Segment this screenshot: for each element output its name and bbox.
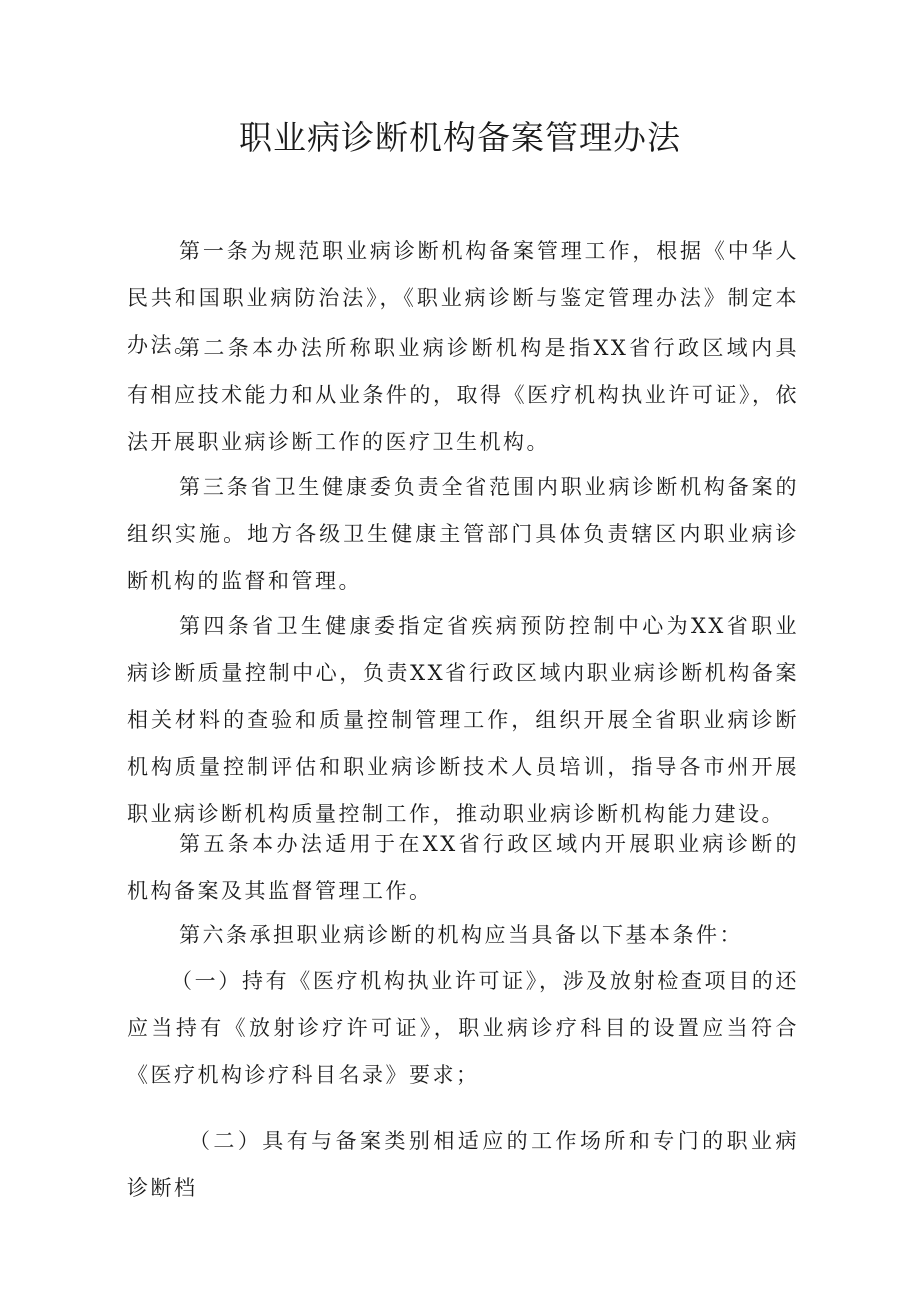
condition-item-2: （二）具有与备案类别相适应的工作场所和专门的职业病诊断档	[127, 1129, 799, 1200]
article-3-paragraph: 第三条省卫生健康委负责全省范围内职业病诊断机构备案的组织实施。地方各级卫生健康主管部门具体负责辖区内职业病诊断机构的监督和管理。	[127, 475, 799, 593]
document-title: 职业病诊断机构备案管理办法	[239, 118, 681, 157]
article-6-paragraph: 第六条承担职业病诊断的机构应当具备以下基本条件：	[179, 923, 743, 947]
article-1-paragraph: 第一条为规范职业病诊断机构备案管理工作，根据《中华人民共和国职业病防治法》，《职业病诊断与鉴定管理办法》制定本办法。	[127, 239, 799, 357]
condition-item-1: （一）持有《医疗机构执业许可证》，涉及放射检查项目的还应当持有《放射诊疗许可证》，职业病诊疗科目的设置应当符合《医疗机构诊疗科目名录》要求；	[127, 969, 799, 1087]
article-2-paragraph: 第二条本办法所称职业病诊断机构是指XX省行政区域内具有相应技术能力和从业条件的，取得《医疗机构执业许可证》，依法开展职业病诊断工作的医疗卫生机构。	[127, 336, 799, 454]
article-5-paragraph: 第五条本办法适用于在XX省行政区域内开展职业病诊断的机构备案及其监督管理工作。	[127, 832, 799, 903]
article-4-paragraph: 第四条省卫生健康委指定省疾病预防控制中心为XX省职业病诊断质量控制中心，负责XX省行政区域内职业病诊断机构备案相关材料的查验和质量控制管理工作，组织开展全省职业病诊断机构质量控制评估和职业病诊断技术人员培训，指导各市州开展职业病诊断机构质量控制工作，推动职业病诊断机构能力建设。	[127, 614, 799, 826]
